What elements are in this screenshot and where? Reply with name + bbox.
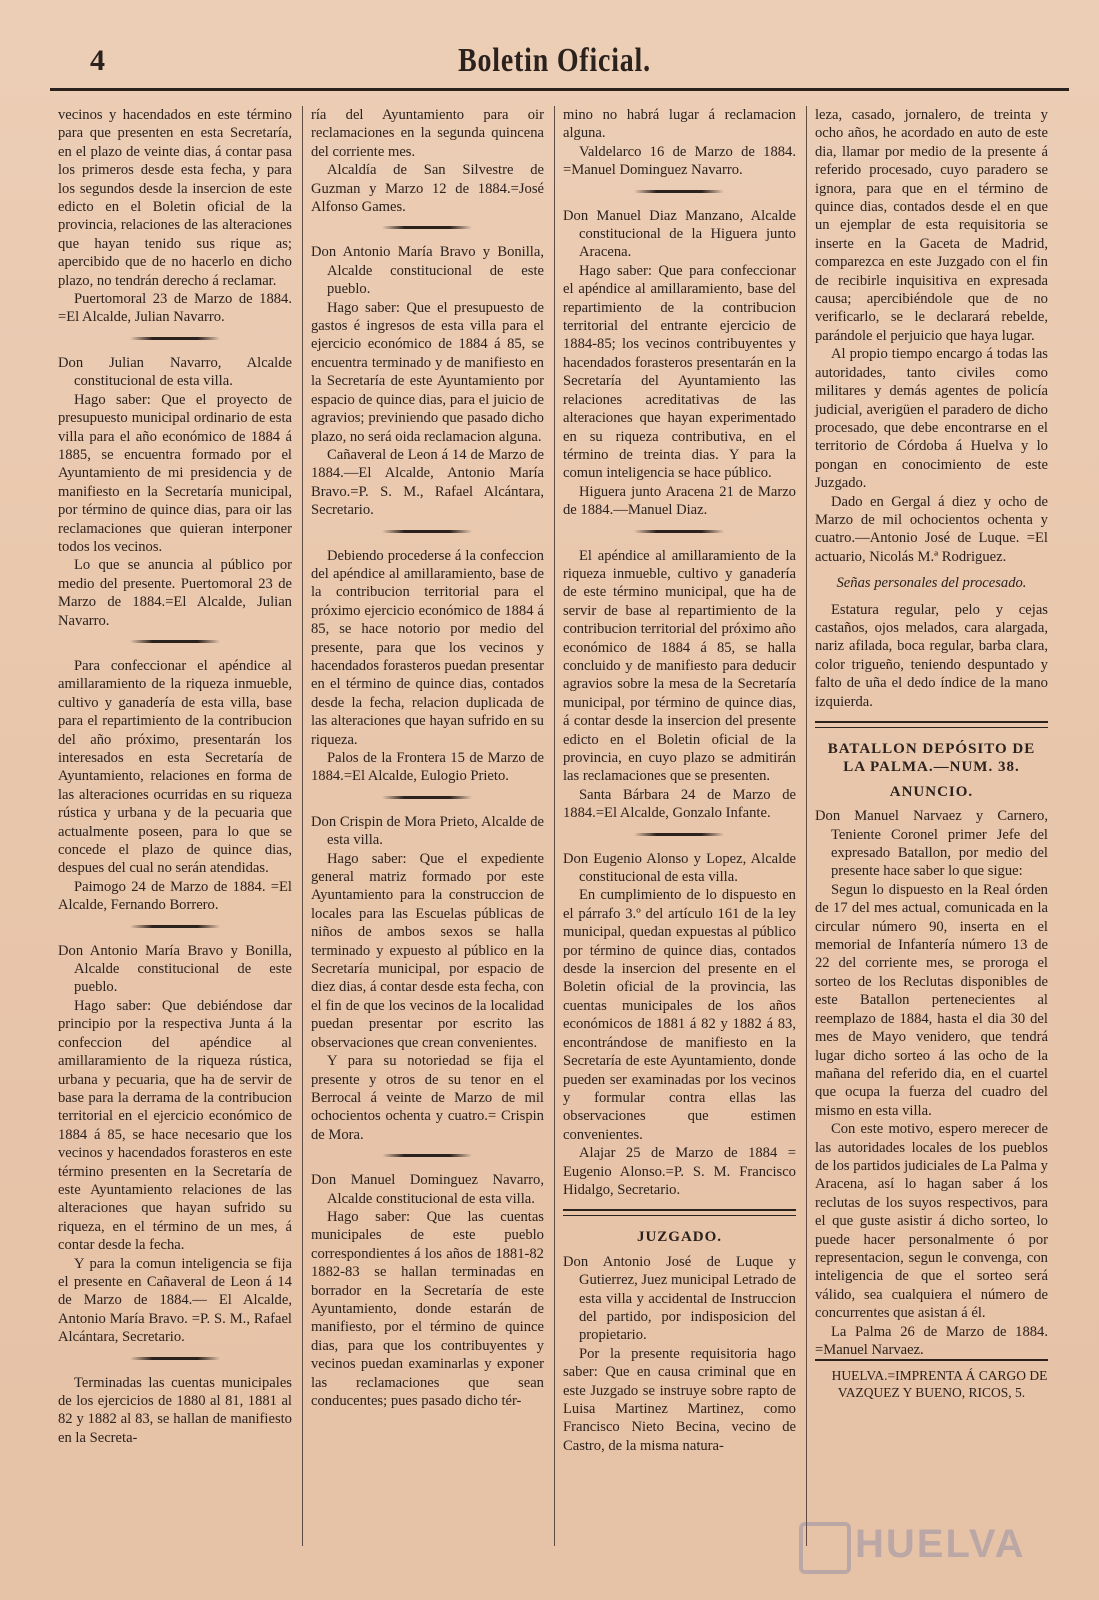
archive-watermark [799,1516,1026,1576]
notice-title: ANUNCIO. [889,783,974,800]
notice-signature: Santa Bárbara 24 de Marzo de 1884.=El Alcalde, Gonzalo Infante. [562,786,796,822]
notice-text: Hago saber: Que el proyecto de presupuesto municipal ordinario de esta villa para el año económico de 1884 á 1885, se encuentra formado por el Ayuntamiento de mi presidencia y de manifiesto en la Secretaría municipal, por término de quince dias, para oir las reclamaciones que quieran interponer todos los vecinos. [58,391,292,555]
notice-text: leza, casado, jornalero, de treinta y ocho años, he acordado en auto de este dia, llamar por medio de la presente á referido procesado, cuyo paradero se ignora, para que en el término de quince dias, contados desde el en que un ejemplar de esta requisitoria se inserte en la Gaceta de Madrid, comparezca en este Juzgado con el fin de recibirle inquisitiva en expresada causa; apercibiéndole que de no verificarlo, se le declarará rebelde, parándole el perjuicio que haya lugar. [814,107,1048,344]
notice-text: Por la presente requisitoria hago saber: Que en causa criminal que en este Juzgado se instruye sobre rapto de Luisa Martinez Martinez, como Francisco Nieto Becina, vecino de Castro, de la misma natura- [562,1345,796,1454]
notice-text: Segun lo dispuesto en la Real órden de 17 del mes actual, comunicada en la circular número 90, inserta en el memorial de Infantería número 13 de 22 del corriente mes, se proroga el sorteo de los Reclutas disponibles de este Batallon pertenecientes al reemplazo de 1884, hasta el dia 30 del mes de Mayo venidero, que tendrá lugar dicho sorteo á las ocho de la mañana del referido dia, en el cuartel que ocupa la fuerza del cuadro del mismo en esta villa. [814,881,1048,1119]
notice-text: mino no habrá lugar á reclamacion alguna. [562,107,796,142]
personal-marks-heading: Señas personales del procesado. [836,575,1027,592]
notice-text: Y para la comun inteligencia se fija el presente en Cañaveral de Leon á 14 de Marzo de 1884.— El Alcalde, Antonio María Bravo. =P. S. M., Rafael Alcántara, Secretario. [58,1255,292,1346]
page-header [50,38,1059,94]
notice-heading: Don Crispin de Mora Prieto, Alcalde de esta villa. [310,813,544,849]
notice-text: Y para su notoriedad se fija el presente y otros de su tenor en el Berrocal á veinte de Marzo de mil ochocientos ochenta y cuatro.= Crispin de Mora. [310,1053,544,1143]
column-4 [806,106,1048,1546]
separator-rule [382,226,472,229]
separator-rule [130,1357,220,1360]
notice-signature: Alcaldía de San Silvestre de Guzman y Marzo 12 de 1884.=José Alfonso Games. [310,162,544,216]
journal-title: Boletin Oficial. [458,42,651,79]
page-number: 4 [90,44,105,77]
notice-heading: Don Eugenio Alonso y Lopez, Alcalde constitucional de esta villa. [562,850,796,886]
notice-text: Hago saber: Que el expediente general matriz formado por este Ayuntamiento para la construccion de locales para las Escuelas públicas de niños de ambos sexos se halla terminado y expuesto al público en la Secretaría municipal, por espacio de diez dias, á contar desde esta fecha, con el fin de que los vecinos de la localidad puedan presentar por escrito las observaciones que crean convenientes. [310,850,544,1051]
notice-signature: Palos de la Frontera 15 de Marzo de 1884.=El Alcalde, Eulogio Prieto. [310,750,544,785]
notice-signature: Cañaveral de Leon á 14 de Marzo de 1884.—El Alcalde, Antonio María Bravo.=P. S. M., Rafael Alcántara, Secretario. [310,446,544,519]
notice-text: Al propio tiempo encargo á todas las autoridades, tanto civiles como militares y demás agentes de policía judicial, averigüen el paradero de dicho procesado, que debe encontrarse en el territorio de Córdoba á Huelva y lo pongan en conocimiento de este Juzgado. [814,346,1048,492]
notice-heading: Don Manuel Dominguez Navarro, Alcalde constitucional de esta villa. [310,1172,544,1207]
notice-text: Lo que se anuncia al público por medio del presente. Puertomoral 23 de Marzo de 1884.=El Alcalde, Julian Navarro. [58,557,292,629]
notice-text: Hago saber: Que las cuentas municipales de este pueblo correspondientes á los años de 1881-82 1882-83 se hallan terminadas en borrador en la Secretaría de este Ayuntamiento, donde estarán de manifiesto, por el término de quince dias, para que los contribuyentes y vecinos puedan examinarlas y exponer las reclamaciones que sean conducentes; pues pasado dicho tér- [310,1208,544,1409]
notice-text: vecinos y hacendados en este término para que presenten en esta Secretaría, en el plazo de veinte dias, á contar pasa los primeros desde esta fecha, y para los segundos desde la insercion de este edicto en el Boletin oficial de la provincia, relaciones de las alteraciones que hayan tenido sus rique as; apercibido que de no hacerlo en dicho plazo, no tendrán derecho á reclamar. [58,107,292,289]
court-section-heading: JUZGADO. [636,1229,723,1246]
separator-rule [634,833,724,836]
notice-text: Debiendo procederse á la confeccion del apéndice al amillaramiento, base de la contribucion territorial para el próximo ejercicio económico de 1884 á 85, se hace notorio por medio del presente, para que los vecinos y hacendados forasteros puedan presentar en el término de quince dias, contados desde la fecha, relacion duplicada de las alteraciones que hayan sufrido en su riqueza. [310,547,544,748]
notice-heading: Don Antonio José de Luque y Gutierrez, Juez municipal Letrado de esta villa y accidental de Instruccion del partido, por indisposicion del propietario. [562,1253,796,1344]
column-1 [58,106,292,1546]
separator-rule [382,530,472,533]
notice-signature: Valdelarco 16 de Marzo de 1884. =Manuel Dominguez Navarro. [562,143,796,179]
separator-rule [634,190,724,193]
notice-text: Para confeccionar el apéndice al amillaramiento de la riqueza inmueble, cultivo y ganadería de esta villa, base para el repartimiento de la contribucion del año próximo, presentarán los interesados en esta Secretaría de Ayuntamiento, relaciones en forma de las alteraciones ocurridas en su riqueza rústica y urbana y de la pecuaria que actualmente poseen, para lo que se concede el plazo de quince dias, despues del cual no serán atendidas. [58,657,292,877]
notice-heading: Don Manuel Narvaez y Carnero, Teniente Coronel primer Jefe del expresado Batallon, por medio del presente hace saber lo que sigue: [814,808,1048,880]
notice-heading: Don Manuel Diaz Manzano, Alcalde constitucional de la Higuera junto Aracena. [562,207,796,261]
notice-signature: Paimogo 24 de Marzo de 1884. =El Alcalde, Fernando Borrero. [58,878,292,914]
notice-text: Hago saber: Que debiéndose dar principio por la respectiva Junta á la confeccion del apéndice al amillaramiento de la riqueza rústica, urbana y pecuaria, que ha de servir de base para la derrama de la contribucion territorial en el ejercicio económico de 1884 á 85, se hace necesario que los vecinos y hacendados forasteros en este término presenten en la Secretaría de este Ayuntamiento relaciones de las alteraciones que hayan sufrido su riqueza, en el término de un mes, á contar desde la fecha. [58,997,292,1254]
notice-signature: La Palma 26 de Marzo de 1884. =Manuel Narvaez. [814,1323,1048,1358]
notice-text: Con este motivo, espero merecer de las autoridades locales de los pueblos de los partidos judiciales de La Palma y Aracena, así lo hagan saber á los reclutas de los suyos respectivos, para el que guste asistir á dicho sorteo, lo puede hacer personalmente ó por representacion, segun le convenga, con inteligencia de que el sorteo será válido, sea cualquiera el número de concurrentes que asistan á él. [814,1121,1048,1322]
header-rule [50,88,1069,91]
notice-signature: Alajar 25 de Marzo de 1884 = Eugenio Alonso.=P. S. M. Francisco Hidalgo, Secretario. [562,1145,796,1198]
notice-text: El apéndice al amillaramiento de la riqueza inmueble, cultivo y ganadería de este término municipal, que ha de servir de base al repartimiento de la contribucion territorial del próximo año económico de 1884 á 85, se halla concluido y de manifiesto para deducir agravios sobre la mesa de la Secretaría municipal, por término de quince dias, á contar desde la insercion del presente edicto en el Boletin oficial de la provincia, en cuyo plazo se admitirán las reclamaciones que se presenten. [562,547,796,785]
notice-signature: Higuera junto Aracena 21 de Marzo de 1884.—Manuel Diaz. [562,483,796,519]
text-columns [58,106,1048,1546]
separator-rule [130,640,220,643]
notice-heading: Don Julian Navarro, Alcalde constitucional de esta villa. [58,354,292,390]
notice-text: Hago saber: Que para confeccionar el apéndice al amillaramiento, base del repartimiento de la contribucion territorial del entrante ejercicio de 1884-85; los vecinos contribuyentes y hacendados forasteros presentarán en la Secretaría del Ayuntamiento las relaciones acreditativas de las alteraciones que hayan experimentado en su riqueza contributiva, en el término de treinta dias. Y para la comun inteligencia se hace público. [562,262,796,482]
notice-heading: Don Antonio María Bravo y Bonilla, Alcalde constitucional de este pueblo. [310,244,544,298]
section-rule [815,721,1048,728]
separator-rule [382,796,472,799]
watermark-text: HUELVA [855,1522,1026,1566]
separator-rule [634,530,724,533]
separator-rule [130,925,220,928]
column-2 [302,106,544,1546]
watermark-logo-icon [799,1522,851,1574]
notice-signature: Puertomoral 23 de Marzo de 1884. =El Alcalde, Julian Navarro. [58,291,292,326]
section-rule [563,1209,796,1216]
printer-imprint: HUELVA.=IMPRENTA Á CARGO DE VAZQUEZ Y BUENO, RICOS, 5. [815,1359,1048,1401]
notice-heading: Don Antonio María Bravo y Bonilla, Alcalde constitucional de este pueblo. [58,942,292,996]
notice-text: En cumplimiento de lo dispuesto en el párrafo 3.º del artículo 161 de la ley municipal, quedan expuestas al público por término de quince dias, contados desde la insercion del presente en el Boletin oficial de la provincia, las cuentas municipales de los años económicos de 1881 á 82 y 1882 á 83, encontrándose de manifiesto en la Secretaría de este Ayuntamiento, donde pueden ser examinadas por los vecinos y formular contra ellas las observaciones que estimen convenientes. [562,887,796,1143]
personal-marks-text: Estatura regular, pelo y cejas castaños, ojos melados, cara alargada, nariz afilada, boca regular, barba clara, color trigueño, teniendo despuntado y falto de uña el dedo índice de la mano izquierda. [814,601,1048,710]
notice-text: Terminadas las cuentas municipales de los ejercicios de 1880 al 81, 1881 al 82 y 1882 al 83, se hallan de manifiesto en la Secreta- [58,1374,292,1446]
notice-text: ría del Ayuntamiento para oir reclamaciones en la segunda quincena del corriente mes. [310,107,544,160]
separator-rule [382,1154,472,1157]
separator-rule [130,337,220,340]
battalion-heading: BATALLON DEPÓSITO DE LA PALMA.—NUM. 38. [827,741,1036,776]
notice-signature: Dado en Gergal á diez y ocho de Marzo de mil ochocientos ochenta y cuatro.—Antonio José de Luque. =El actuario, Nicolás M.ª Rodriguez. [814,493,1048,565]
notice-text: Hago saber: Que el presupuesto de gastos é ingresos de esta villa para el ejercicio económico de 1884 á 85, se encuentra terminado y de manifiesto en la Secretaría de este Ayuntamiento por espacio de quince dias, para el juicio de agravios; previniendo que pasado dicho plazo, no será oida reclamacion alguna. [310,299,544,445]
column-3 [554,106,796,1546]
